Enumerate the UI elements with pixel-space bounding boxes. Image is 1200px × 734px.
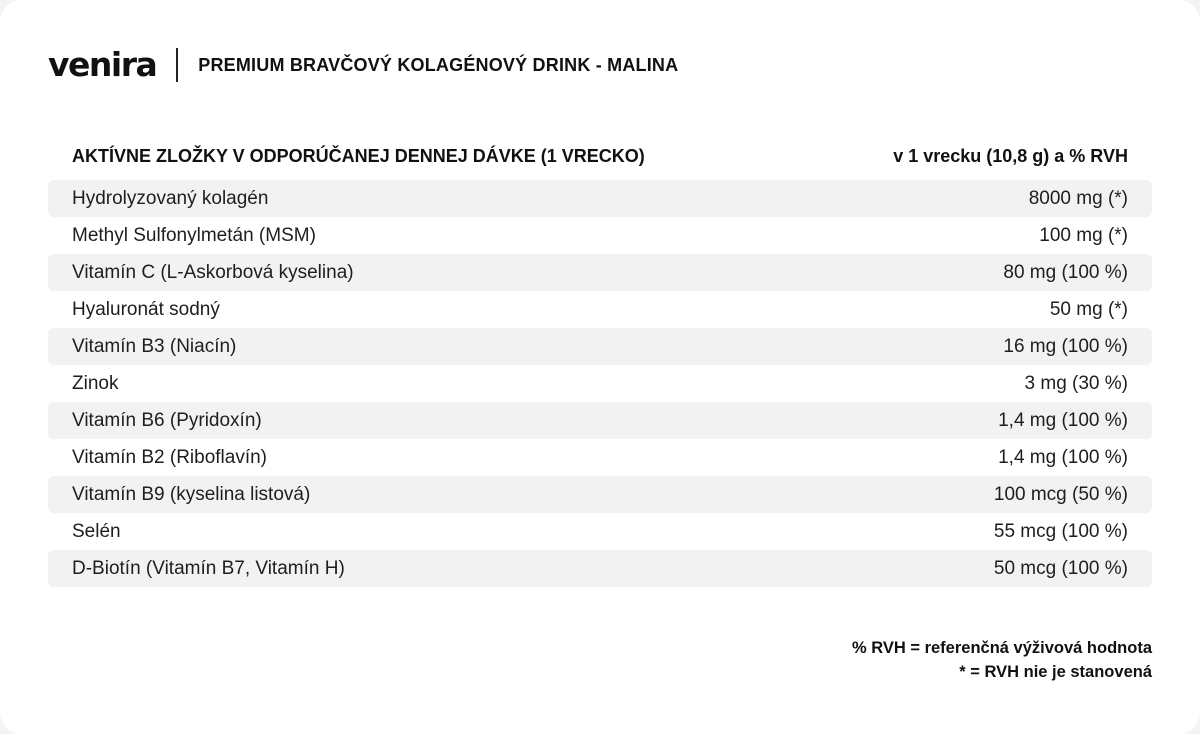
ingredient-amount: 1,4 mg (100 %) [998,446,1128,468]
ingredient-name: Selén [72,520,121,542]
ingredients-table [48,136,1152,587]
ingredient-name: Vitamín B6 (Pyridoxín) [72,409,262,431]
table-header-amount: v 1 vrecku (10,8 g) a % RVH [893,145,1128,166]
ingredient-name: Zinok [72,372,119,394]
table-row [48,365,1152,402]
product-title: PREMIUM BRAVČOVÝ KOLAGÉNOVÝ DRINK - MALINA [198,54,679,75]
table-row [48,254,1152,291]
ingredient-name: D-Biotín (Vitamín B7, Vitamín H) [72,557,345,579]
ingredient-name: Vitamín C (L-Askorbová kyselina) [72,261,354,283]
ingredient-amount: 50 mg (*) [1049,298,1128,320]
table-rows [48,180,1152,587]
footnotes [852,636,1152,684]
header [48,46,678,84]
ingredient-amount: 55 mcg (100 %) [993,520,1128,542]
ingredient-amount: 8000 mg (*) [1028,187,1128,209]
table-row [48,476,1152,513]
ingredient-amount: 100 mcg (50 %) [993,483,1128,505]
header-divider [176,48,178,82]
table-row [48,291,1152,328]
rvh-footnote: % RVH = referenčná výživová hodnota [851,639,1152,657]
ingredient-amount: 50 mcg (100 %) [993,557,1128,579]
table-row [48,217,1152,254]
ingredient-name: Vitamín B2 (Riboflavín) [72,446,268,468]
ingredient-amount: 100 mg (*) [1039,224,1128,246]
ingredient-amount: 1,4 mg (100 %) [998,409,1128,431]
table-header-ingredients: AKTÍVNE ZLOŽKY V ODPORÚČANEJ DENNEJ DÁVKE (1 VRECKO) [72,145,645,166]
ingredient-name: Hydrolyzovaný kolagén [72,187,269,209]
table-row [48,550,1152,587]
table-row [48,439,1152,476]
table-row [48,328,1152,365]
brand-logo: venira [48,45,157,84]
ingredient-amount: 3 mg (30 %) [1024,372,1128,394]
ingredient-name: Methyl Sulfonylmetán (MSM) [72,224,316,246]
table-row [48,402,1152,439]
table-row [48,513,1152,550]
ingredient-name: Vitamín B3 (Niacín) [72,335,237,357]
ingredient-amount: 80 mg (100 %) [1003,261,1128,283]
ingredient-name: Hyaluronát sodný [72,298,220,320]
ingredient-name: Vitamín B9 (kyselina listová) [72,483,311,505]
ingredient-amount: 16 mg (100 %) [1003,335,1128,357]
table-header [48,136,1152,176]
asterisk-footnote: * = RVH nie je stanovená [959,663,1152,681]
table-row [48,180,1152,217]
